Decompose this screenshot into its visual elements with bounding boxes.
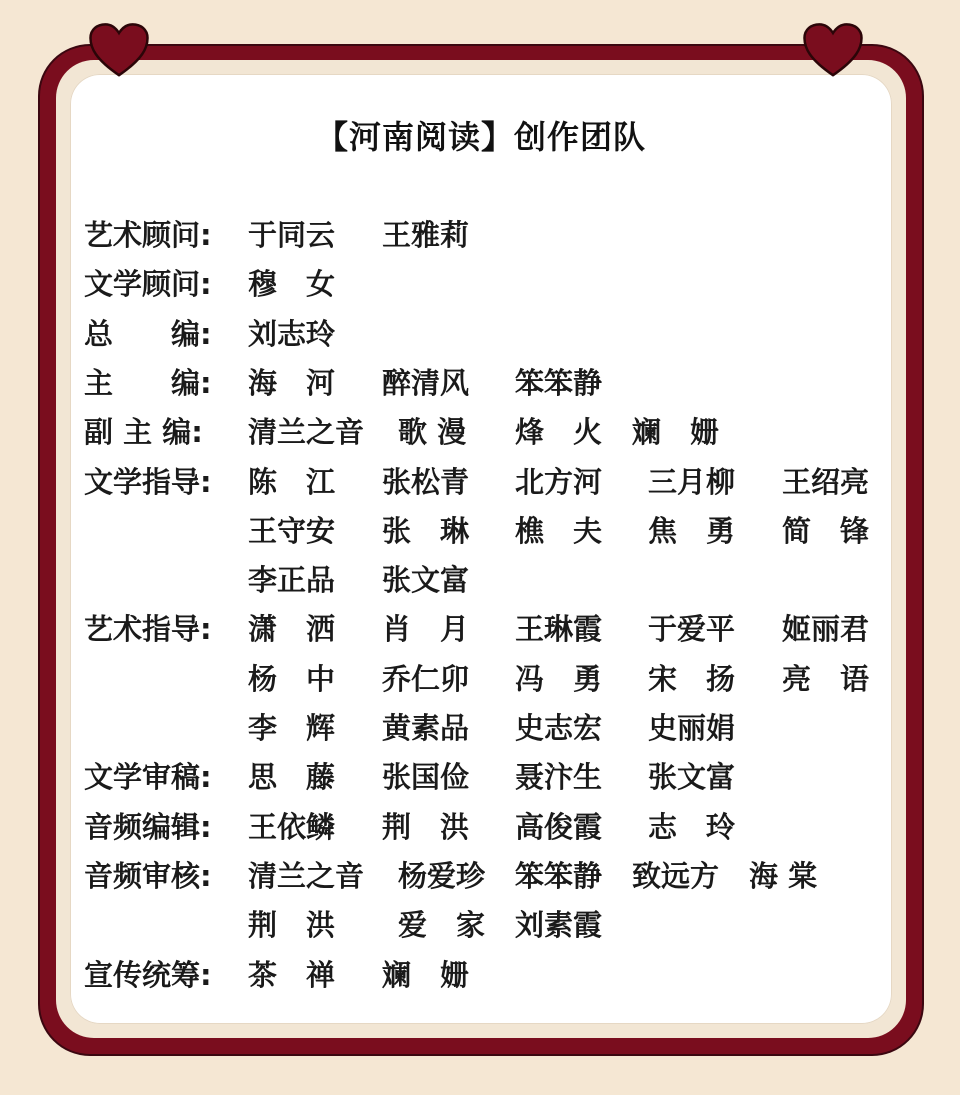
member-name: 致远方 [632, 858, 720, 893]
section-label: 宣传统筹: [84, 957, 212, 992]
member-name: 王守安 [248, 513, 336, 548]
member-name: 穆 女 [248, 267, 336, 302]
member-name: 焦 勇 [648, 513, 736, 548]
member-name: 北方河 [515, 464, 603, 499]
section-label: 音频审核: [84, 858, 212, 893]
member-name: 荆 洪 [382, 809, 470, 844]
member-name: 歌 漫 [398, 415, 467, 450]
section-label: 总 编: [84, 316, 212, 351]
member-name: 聂汴生 [515, 760, 603, 795]
member-name: 张 琳 [382, 513, 470, 548]
member-name: 史丽娟 [648, 711, 736, 745]
member-name: 海 棠 [749, 858, 818, 893]
member-name: 张文富 [648, 760, 736, 795]
member-name: 李 辉 [248, 711, 336, 745]
member-name: 陈 江 [248, 464, 336, 499]
member-name: 思 藤 [248, 760, 336, 795]
member-name: 肖 月 [382, 612, 470, 647]
member-name: 黄素品 [382, 711, 470, 745]
member-name: 姬丽君 [782, 612, 870, 647]
member-name: 清兰之音 [248, 415, 365, 450]
section-label: 文学顾问: [84, 267, 212, 302]
member-name: 张松青 [382, 464, 470, 499]
section-label: 文学审稿: [84, 760, 212, 795]
heart-icon [88, 22, 150, 80]
member-name: 笨笨静 [515, 858, 603, 893]
member-name: 三月柳 [648, 464, 736, 499]
member-name: 冯 勇 [515, 661, 603, 696]
member-name: 王依鳞 [248, 809, 336, 844]
member-name: 荆 洪 [248, 908, 336, 943]
member-name: 王琳霞 [515, 612, 603, 647]
member-name: 王雅莉 [382, 218, 470, 252]
page-title: 【河南阅读】创作团队 [315, 118, 646, 156]
section-label: 艺术顾问: [84, 218, 212, 252]
member-name: 志 玲 [648, 809, 736, 844]
member-name: 李正品 [248, 563, 336, 598]
member-name: 张国俭 [382, 760, 470, 795]
member-name: 于爱平 [648, 612, 736, 647]
member-name: 烽 火 [515, 415, 603, 450]
member-name: 王绍亮 [782, 464, 870, 499]
member-name: 刘素霞 [515, 908, 603, 943]
member-name: 宋 扬 [648, 661, 736, 696]
member-name: 亮 语 [782, 661, 870, 696]
member-name: 杨爱珍 [398, 858, 486, 893]
section-label: 艺术指导: [84, 612, 212, 647]
member-name: 笨笨静 [515, 365, 603, 400]
member-name: 史志宏 [515, 711, 603, 745]
member-name: 清兰之音 [248, 858, 365, 893]
member-name: 樵 夫 [515, 513, 603, 548]
member-name: 潇 洒 [248, 612, 336, 647]
section-label: 副 主 编: [84, 415, 203, 450]
member-name: 醉清风 [382, 365, 470, 400]
section-label: 主 编: [84, 365, 212, 400]
member-name: 斓 姗 [382, 957, 470, 992]
member-name: 爱 家 [398, 908, 486, 943]
member-name: 茶 禅 [248, 957, 336, 992]
member-name: 于同云 [248, 218, 336, 252]
member-name: 海 河 [248, 365, 336, 400]
member-name: 张文富 [382, 563, 470, 598]
member-name: 简 锋 [782, 513, 870, 548]
member-name: 高俊霞 [515, 809, 603, 844]
section-label: 文学指导: [84, 464, 212, 499]
heart-icon [802, 22, 864, 80]
member-name: 刘志玲 [248, 316, 336, 351]
member-name: 杨 中 [248, 661, 336, 696]
member-name: 斓 姗 [632, 415, 720, 450]
section-label: 音频编辑: [84, 809, 212, 844]
member-name: 乔仁卯 [382, 661, 470, 696]
